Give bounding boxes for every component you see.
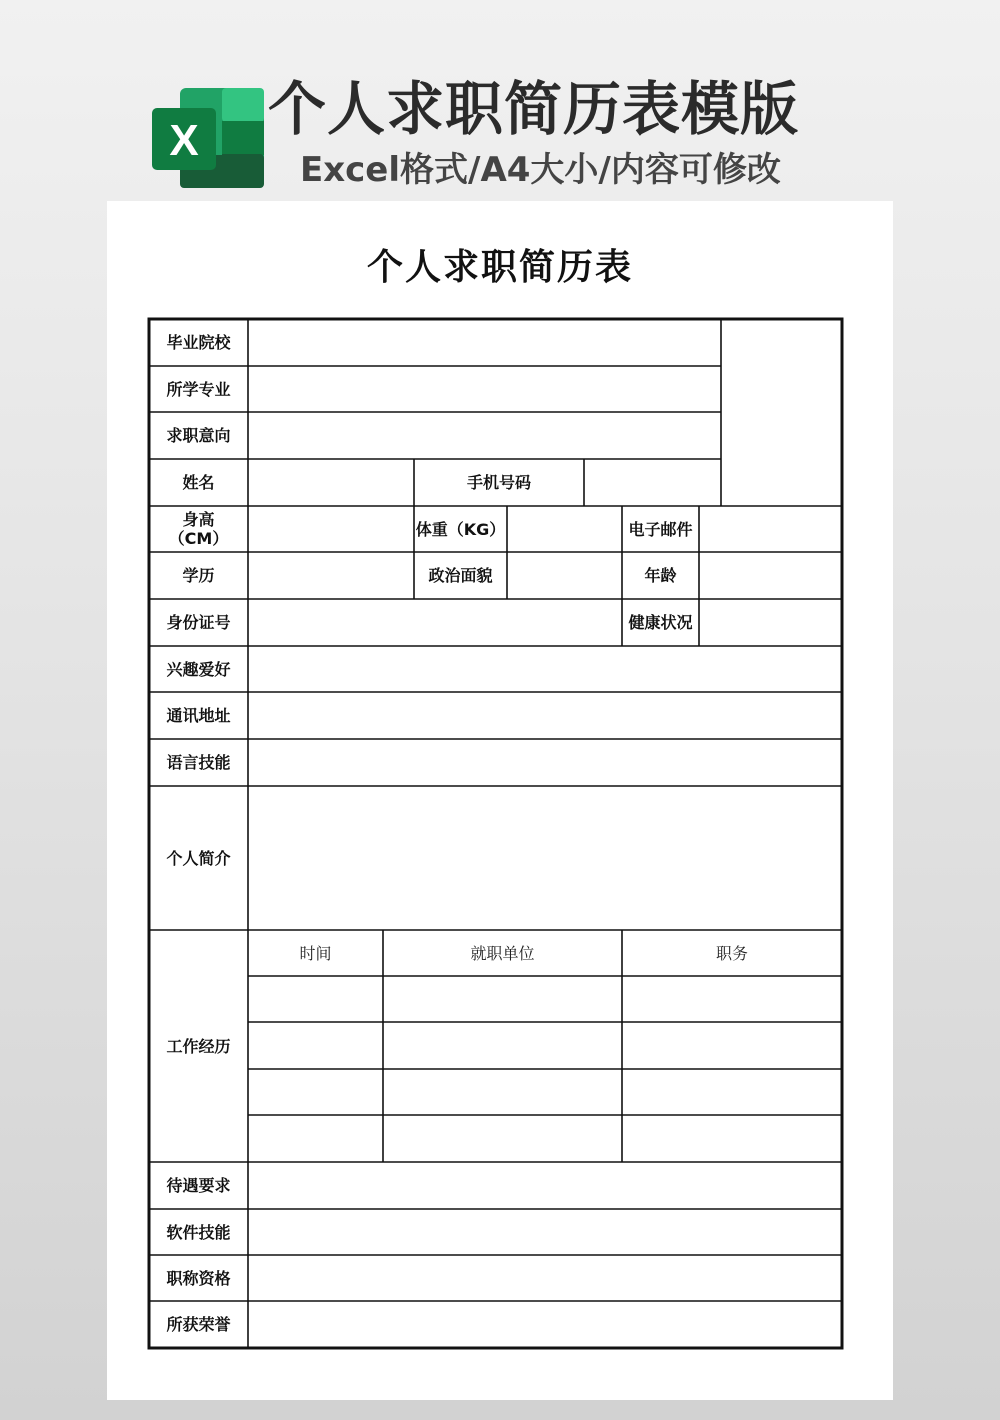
label-name: 姓名 [182, 473, 215, 492]
photo-box[interactable] [721, 319, 842, 506]
excel-logo-letter: X [169, 116, 199, 165]
intro-field[interactable] [248, 786, 842, 930]
work-header-time: 时间 [299, 943, 332, 963]
title-qual-field[interactable] [248, 1255, 842, 1301]
label-salary: 待遇要求 [166, 1176, 231, 1195]
label-id-number: 身份证号 [166, 613, 231, 632]
honors-field[interactable] [248, 1301, 842, 1348]
school-field[interactable] [248, 319, 721, 366]
label-phone: 手机号码 [466, 473, 531, 492]
label-email: 电子邮件 [628, 519, 693, 539]
id-number-field[interactable] [248, 599, 622, 646]
banner-subline: Excel格式/A4大小/内容可修改 [300, 150, 781, 190]
work-header-employer: 就职单位 [470, 943, 535, 963]
label-weight: 体重（KG） [415, 519, 506, 539]
work-header-position: 职务 [715, 943, 748, 963]
phone-field[interactable] [584, 459, 721, 506]
salary-field[interactable] [248, 1162, 842, 1209]
label-honors: 所获荣誉 [166, 1315, 231, 1334]
label-address: 通讯地址 [166, 706, 231, 725]
email-field[interactable] [699, 506, 842, 552]
resume-paper [107, 201, 893, 1400]
language-field[interactable] [248, 739, 842, 786]
software-field[interactable] [248, 1209, 842, 1255]
label-hobbies: 兴趣爱好 [166, 659, 231, 679]
label-intention: 求职意向 [166, 426, 231, 445]
excel-icon [152, 88, 264, 188]
intention-field[interactable] [248, 412, 721, 459]
label-health: 健康状况 [628, 613, 693, 632]
label-title-qual: 职称资格 [166, 1268, 231, 1288]
label-software: 软件技能 [166, 1222, 231, 1242]
weight-field[interactable] [507, 506, 622, 552]
height-field[interactable] [248, 506, 414, 552]
label-major: 所学专业 [166, 379, 231, 399]
label-height: 身高（CM） [168, 510, 229, 548]
label-work-history: 工作经历 [166, 1036, 231, 1056]
form-title: 个人求职简历表 [366, 247, 633, 288]
banner-headline: 个人求职简历表模版 [268, 75, 800, 143]
label-intro: 个人简介 [166, 848, 231, 868]
address-field[interactable] [248, 692, 842, 739]
page-header [0, 0, 1000, 200]
label-language: 语言技能 [166, 753, 231, 772]
label-age: 年龄 [644, 566, 677, 585]
label-school: 毕业院校 [166, 333, 231, 352]
label-politics: 政治面貌 [428, 566, 493, 585]
hobbies-field[interactable] [248, 646, 842, 692]
education-field[interactable] [248, 552, 414, 599]
politics-field[interactable] [507, 552, 622, 599]
health-field[interactable] [699, 599, 842, 646]
label-education: 学历 [182, 566, 215, 585]
major-field[interactable] [248, 366, 721, 412]
age-field[interactable] [699, 552, 842, 599]
name-field[interactable] [248, 459, 414, 506]
